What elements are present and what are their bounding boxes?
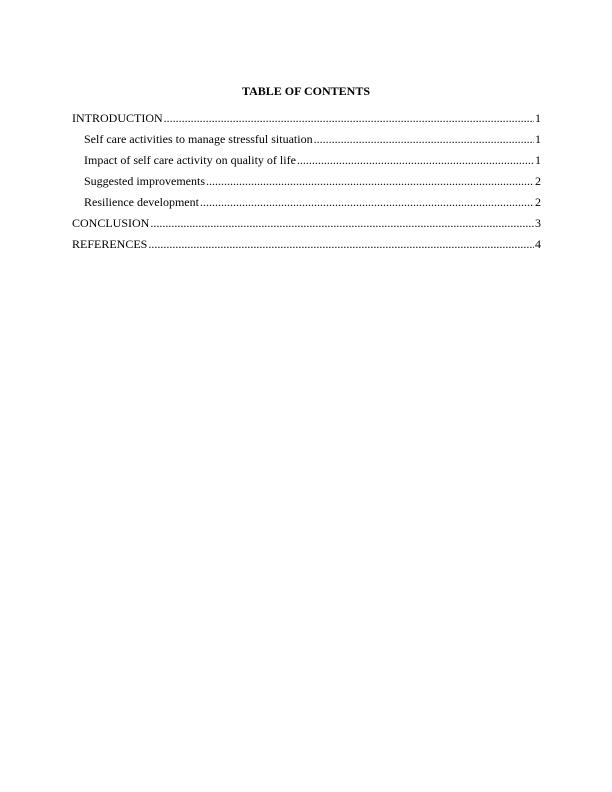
toc-page-number: 2 xyxy=(535,174,541,188)
toc-entry-self-care-activities[interactable] xyxy=(72,131,541,152)
toc-entry-impact-of-self-care[interactable] xyxy=(72,152,541,173)
toc-dot-leader xyxy=(206,173,534,189)
toc-entry-introduction[interactable] xyxy=(72,110,541,131)
toc-entry-label: REFERENCES xyxy=(72,237,148,251)
toc-page-number: 1 xyxy=(535,132,541,146)
toc-page-number: 3 xyxy=(535,216,541,230)
toc-dot-leader xyxy=(148,236,534,252)
toc-list xyxy=(72,110,541,257)
toc-entry-label: CONCLUSION xyxy=(72,216,150,230)
toc-dot-leader xyxy=(297,152,534,168)
toc-entry-resilience-development[interactable] xyxy=(72,194,541,215)
toc-page-number: 1 xyxy=(535,111,541,125)
toc-entry-suggested-improvements[interactable] xyxy=(72,173,541,194)
toc-dot-leader xyxy=(314,131,534,147)
toc-entry-conclusion[interactable] xyxy=(72,215,541,236)
toc-entry-references[interactable] xyxy=(72,236,541,257)
toc-entry-label: Self care activities to manage stressful situation xyxy=(84,132,313,146)
toc-entry-label: Resilience development xyxy=(84,195,199,209)
toc-page-number: 4 xyxy=(535,237,541,251)
toc-dot-leader xyxy=(150,215,534,231)
toc-dot-leader xyxy=(164,110,534,126)
toc-page-number: 2 xyxy=(535,195,541,209)
toc-title: TABLE OF CONTENTS xyxy=(241,84,371,98)
toc-entry-label: Impact of self care activity on quality of life xyxy=(84,153,296,167)
toc-page-number: 1 xyxy=(535,153,541,167)
toc-entry-label: INTRODUCTION xyxy=(72,111,163,125)
toc-dot-leader xyxy=(200,194,534,210)
toc-entry-label: Suggested improvements xyxy=(84,174,205,188)
